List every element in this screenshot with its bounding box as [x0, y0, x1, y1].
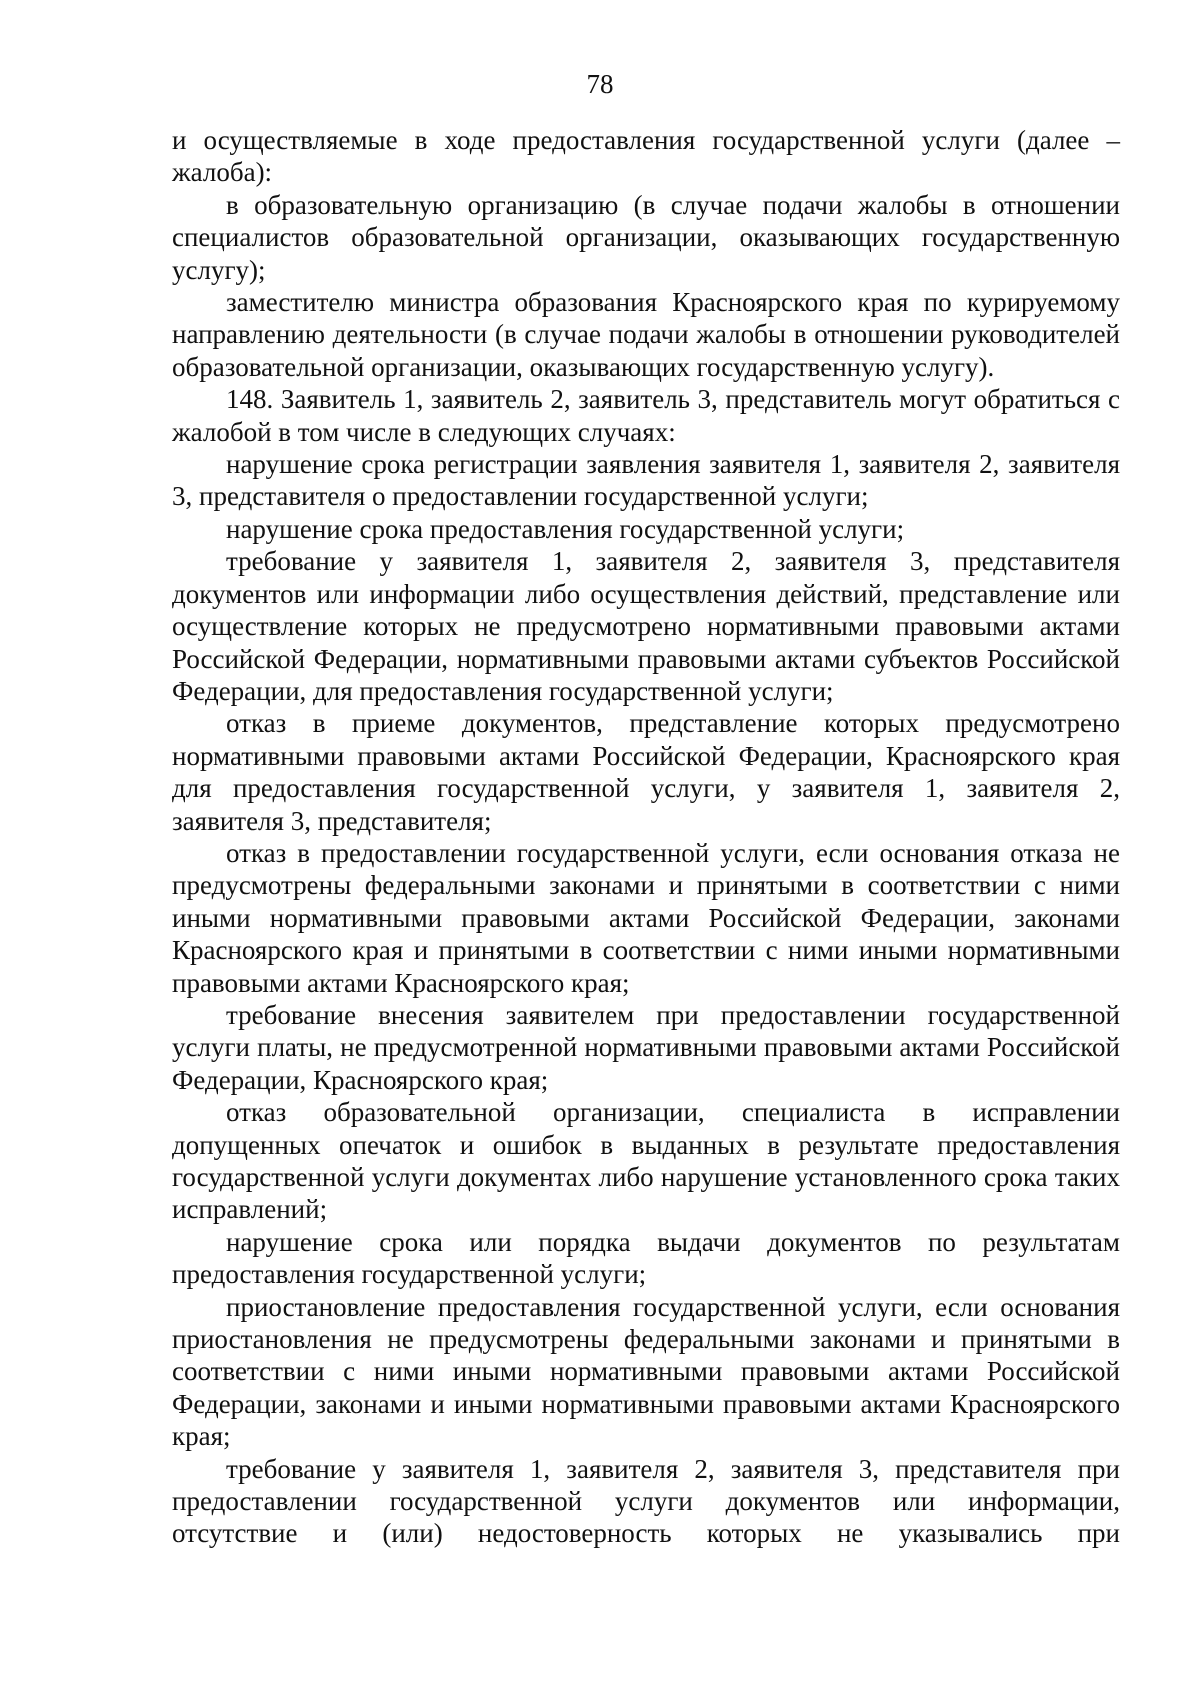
list-item-refusal-to-accept: отказ в приеме документов, представление которых предусмотрено нормативными правовыми актами Российской Федерации, Красноярского края для предоставления государственной услуги, у заявителя 1, заявителя 2, заявителя 3, представителя;: [172, 708, 1120, 836]
list-item-refusal-of-service: отказ в предоставлении государственной услуги, если основания отказа не предусмотрены федеральными законами и принятыми в соответствии с ними иными нормативными правовыми актами Российской Федерации, законами Красноярского края и принятыми в соответствии с ними иными нормативными правовыми актами Красноярского края;: [172, 837, 1120, 998]
page-number: 78: [586, 69, 614, 99]
list-item-issuance-violation: нарушение срока или порядка выдачи документов по результатам предоставления государственной услуги;: [172, 1226, 1120, 1290]
list-item-extra-documents: требование у заявителя 1, заявителя 2, заявителя 3, представителя документов или информации либо осуществления действий, представление или осуществление которых не предусмотрено нормативными правовыми актами Российской Федерации, нормативными правовыми актами субъектов Российской Федерации, для предоставления государственной услуги;: [172, 546, 1120, 706]
list-item-payment-demand: требование внесения заявителем при предоставлении государственной услуги платы, не предусмотренной нормативными правовыми актами Российской Федерации, Красноярского края;: [172, 999, 1120, 1095]
list-item-correction-refusal: отказ образовательной организации, специалиста в исправлении допущенных опечаток и ошибок в выданных в результате предоставления государственной услуги документах либо нарушение установленного срока таких исправлений;: [172, 1097, 1120, 1225]
list-item-suspension: приостановление предоставления государственной услуги, если основания приостановления не предусмотрены федеральными законами и принятыми в соответствии с ними иными нормативными правовыми актами Российской Федерации, законами и иными нормативными правовыми актами Красноярского края;: [172, 1291, 1120, 1452]
paragraph-to-deputy-minister: заместителю министра образования Красноярского края по курируемому направлению деятельности (в случае подачи жалобы в отношении руководителей образовательной организации, оказывающих государственную услугу).: [172, 287, 1120, 382]
list-item-service-deadline: нарушение срока предоставления государственной услуги;: [226, 513, 905, 544]
list-item-registration-deadline: нарушение срока регистрации заявления заявителя 1, заявителя 2, заявителя 3, представителя о предоставлении государственной услуги;: [172, 449, 1120, 512]
document-body: [172, 124, 1120, 1550]
list-item-missing-documents: требование у заявителя 1, заявителя 2, заявителя 3, представителя при предоставлении государственной услуги документов или информации, отсутствие и (или) недостоверность которых не указывались при: [172, 1453, 1120, 1549]
paragraph-to-organization: в образовательную организацию (в случае подачи жалобы в отношении специалистов образовательной организации, оказывающих государственную услугу);: [172, 189, 1120, 285]
paragraph-complaint-definition: и осуществляемые в ходе предоставления государственной услуги (далее – жалоба):: [172, 125, 1120, 188]
paragraph-148-cases: 148. Заявитель 1, заявитель 2, заявитель 3, представитель могут обратиться с жалобой в том числе в следующих случаях:: [172, 384, 1120, 447]
